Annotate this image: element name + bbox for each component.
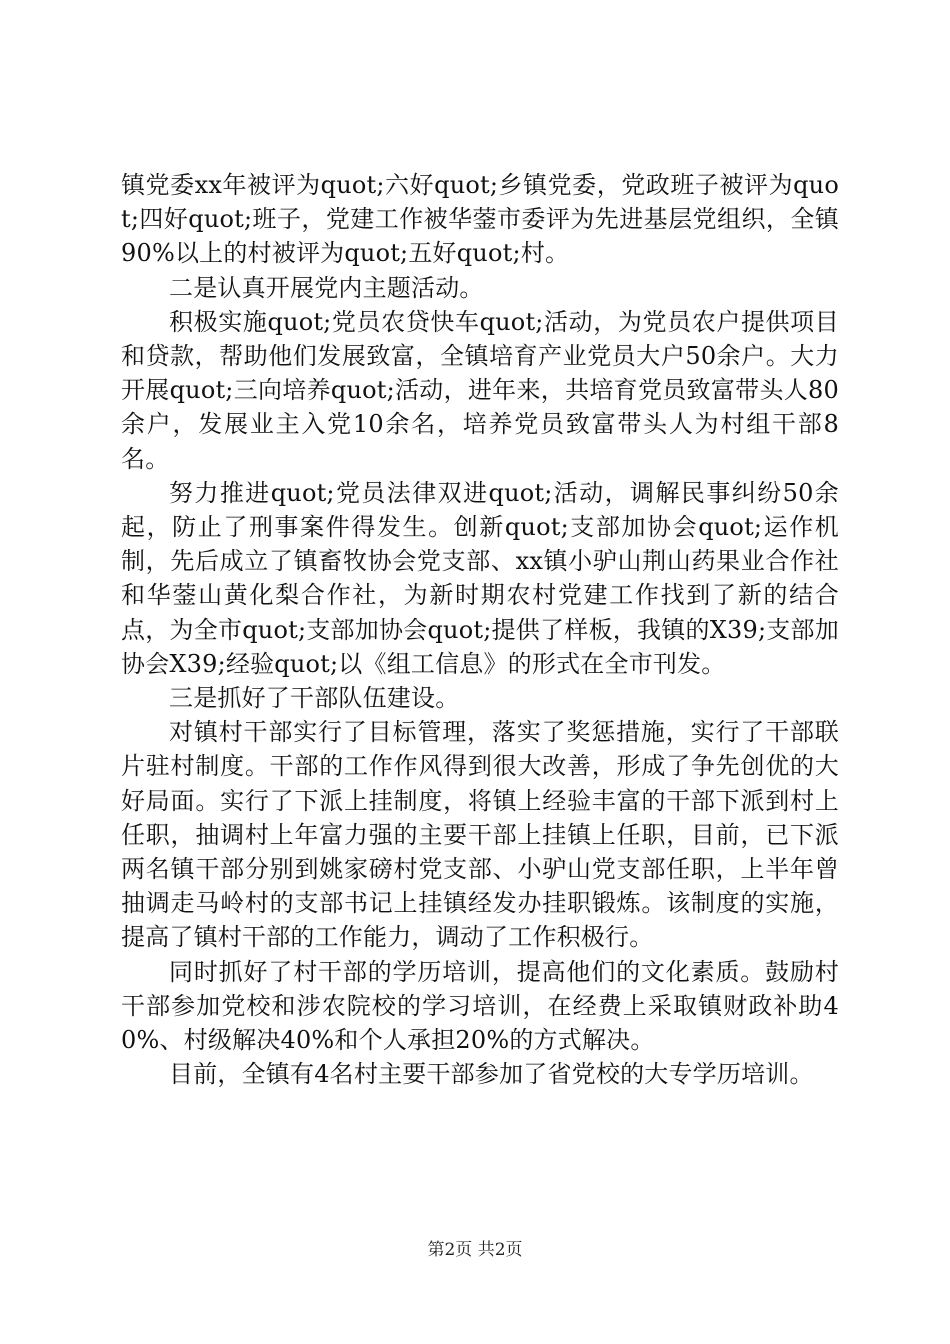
paragraph-7: 同时抓好了村干部的学历培训，提高他们的文化素质。鼓励村干部参加党校和涉农院校的学习培训，在经费上采取镇财政补助40%、村级解决40%和个人承担20%的方式解决。: [121, 957, 839, 1055]
paragraph-1: 镇党委xx年被评为quot;六好quot;乡镇党委，党政班子被评为quot;四好quot;班子，党建工作被华蓥市委评为先进基层党组织，全镇90%以上的村被评为quot;五好quot;村。: [121, 171, 839, 268]
paragraph-2-heading: 二是认真开展党内主题活动。: [169, 273, 484, 302]
paragraph-8: 目前，全镇有4名村主要干部参加了省党校的大专学历培训。: [169, 1060, 814, 1089]
paragraph-3: 积极实施quot;党员农贷快车quot;活动，为党员农户提供项目和贷款，帮助他们发展致富，全镇培育产业党员大户50余户。大力开展quot;三向培养quot;活动，进年来，共培育党员致富带头人80余户，发展业主入党10余名，培养党员致富带头人为村组干部8名。: [121, 307, 839, 473]
paragraph-6: 对镇村干部实行了目标管理，落实了奖惩措施，实行了干部联片驻村制度。干部的工作作风得到很大改善，形成了争先创优的大好局面。实行了下派上挂制度，将镇上经验丰富的干部下派到村上任职，抽调村上年富力强的主要干部上挂镇上任职，目前，已下派两名镇干部分别到姚家磅村党支部、小驴山党支部任职，上半年曾抽调走马岭村的支部书记上挂镇经发办挂职锻炼。该制度的实施，提高了镇村干部的工作能力，调动了工作积极行。: [121, 718, 839, 952]
page-footer: 第2页 共2页: [427, 1240, 523, 1260]
document-body: [121, 168, 839, 1091]
paragraph-4: 努力推进quot;党员法律双进quot;活动，调解民事纠纷50余起，防止了刑事案件得发生。创新quot;支部加协会quot;运作机制，先后成立了镇畜牧协会党支部、xx镇小驴山荆山药果业合作社和华蓥山黄化梨合作社，为新时期农村党建工作找到了新的结合点，为全市quot;支部加协会quot;提供了样板，我镇的X39;支部加协会X39;经验quot;以《组工信息》的形式在全市刊发。: [121, 478, 839, 678]
paragraph-5-heading: 三是抓好了干部队伍建设。: [169, 684, 460, 713]
